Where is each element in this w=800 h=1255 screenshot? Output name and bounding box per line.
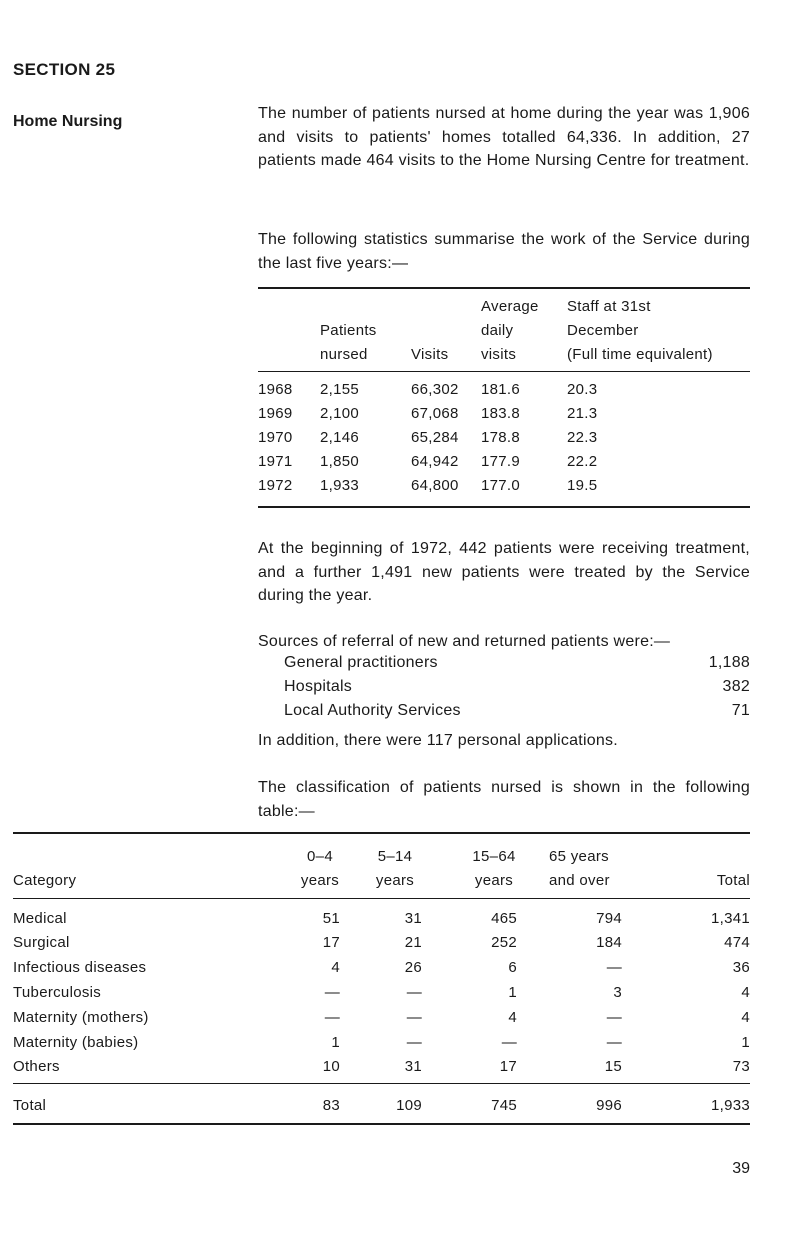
header-average-line1: Average	[481, 298, 539, 315]
cell-total: 4	[741, 1009, 750, 1026]
header-patients-line2: nursed	[320, 346, 368, 363]
page-number: 39	[732, 1160, 750, 1177]
cell-patients: 1,933	[320, 477, 360, 494]
cell-category: Maternity (babies)	[13, 1034, 139, 1051]
cell-year: 1969	[258, 405, 293, 422]
header-staff-line3: (Full time equivalent)	[567, 346, 713, 363]
cell-visits: 66,302	[411, 381, 459, 398]
cell-age-5-14: 26	[404, 959, 422, 976]
referral-label: Local Authority Services	[284, 702, 461, 719]
list-item	[284, 678, 750, 702]
cell-total: 36	[732, 959, 750, 976]
referral-value: 1,188	[708, 654, 750, 671]
cell-age-65-over: 996	[596, 1097, 622, 1114]
table-bottom-rule	[258, 506, 750, 508]
cell-age-15-64: 4	[508, 1009, 517, 1026]
cell-staff: 20.3	[567, 381, 598, 398]
cell-age-15-64: 6	[508, 959, 517, 976]
header-age-15-64-line1: 15–64	[472, 848, 516, 865]
cell-patients: 2,100	[320, 405, 360, 422]
header-age-5-14-line1: 5–14	[377, 848, 413, 865]
cell-category: Maternity (mothers)	[13, 1009, 149, 1026]
cell-age-0-4: 51	[322, 910, 340, 927]
cell-age-5-14: 21	[404, 934, 422, 951]
total-rule	[13, 1083, 750, 1084]
cell-year: 1971	[258, 453, 293, 470]
referral-value: 71	[731, 702, 750, 719]
header-age-65-line1: 65 years	[549, 848, 609, 865]
cell-staff: 21.3	[567, 405, 598, 422]
referral-label: Hospitals	[284, 678, 353, 695]
cell-total: 1	[741, 1034, 750, 1051]
header-age-0-4-line2: years	[300, 872, 340, 889]
table-top-rule	[13, 832, 750, 834]
referral-label: General practitioners	[284, 654, 438, 671]
cell-year: 1970	[258, 429, 293, 446]
cell-age-5-14: —	[406, 1034, 422, 1051]
table-bottom-rule	[13, 1123, 750, 1125]
cell-age-0-4: 10	[322, 1058, 340, 1075]
referral-intro-paragraph: Sources of referral of new and returned patients were:—	[258, 633, 671, 650]
cell-visits: 64,942	[411, 453, 459, 470]
cell-age-0-4: —	[324, 1009, 340, 1026]
list-item	[284, 702, 750, 726]
cell-age-5-14: —	[406, 1009, 422, 1026]
cell-age-65-over: 15	[604, 1058, 622, 1075]
referral-value: 382	[722, 678, 750, 695]
cell-age-0-4: 1	[331, 1034, 340, 1051]
stats-intro-paragraph: The following statistics summarise the work of the Service during the last five years:—	[258, 231, 750, 272]
cell-category: Tuberculosis	[13, 984, 102, 1001]
cell-age-65-over: 184	[596, 934, 622, 951]
header-category: Category	[13, 872, 77, 889]
cell-total: 474	[724, 934, 750, 951]
list-item	[284, 654, 750, 678]
cell-age-15-64: —	[501, 1034, 517, 1051]
cell-age-65-over: —	[606, 959, 622, 976]
cell-age-65-over: —	[606, 1009, 622, 1026]
side-heading: Home Nursing	[13, 113, 123, 130]
cell-age-5-14: 31	[404, 1058, 422, 1075]
header-total: Total	[716, 872, 750, 889]
cell-age-65-over: 3	[613, 984, 622, 1001]
cell-average: 177.0	[481, 477, 521, 494]
header-age-0-4-line1: 0–4	[307, 848, 333, 865]
cell-patients: 2,146	[320, 429, 360, 446]
cell-year: 1972	[258, 477, 293, 494]
cell-age-65-over: —	[606, 1034, 622, 1051]
cell-age-5-14: 109	[396, 1097, 422, 1114]
cell-age-5-14: 31	[404, 910, 422, 927]
cell-age-0-4: 83	[322, 1097, 340, 1114]
cell-category: Others	[13, 1058, 60, 1075]
cell-average: 181.6	[481, 381, 521, 398]
cell-age-5-14: —	[406, 984, 422, 1001]
header-patients-line1: Patients	[320, 322, 377, 339]
intro-paragraph: The number of patients nursed at home during the year was 1,906 and visits to patients' homes totalled 64,336. In addition, 27 patients made 464 visits to the Home Nursing Centre for treatment.	[258, 105, 750, 169]
cell-total: 1,341	[710, 910, 750, 927]
cell-category: Total	[13, 1097, 47, 1114]
cell-average: 178.8	[481, 429, 521, 446]
cell-staff: 22.3	[567, 429, 598, 446]
cell-age-15-64: 17	[499, 1058, 517, 1075]
table-top-rule	[258, 287, 750, 289]
cell-age-15-64: 465	[491, 910, 517, 927]
cell-age-15-64: 745	[491, 1097, 517, 1114]
cell-staff: 22.2	[567, 453, 598, 470]
cell-average: 183.8	[481, 405, 521, 422]
cell-age-15-64: 252	[491, 934, 517, 951]
cell-average: 177.9	[481, 453, 521, 470]
cell-patients: 2,155	[320, 381, 360, 398]
header-average-line3: visits	[481, 346, 517, 363]
cell-category: Surgical	[13, 934, 70, 951]
cell-visits: 67,068	[411, 405, 459, 422]
cell-age-15-64: 1	[508, 984, 517, 1001]
cell-visits: 65,284	[411, 429, 459, 446]
classification-intro-paragraph: The classification of patients nursed is shown in the following table:—	[258, 779, 750, 820]
cell-category: Medical	[13, 910, 67, 927]
header-age-65-line2: and over	[549, 872, 610, 889]
header-age-5-14-line2: years	[375, 872, 415, 889]
cell-category: Infectious diseases	[13, 959, 147, 976]
beginning-year-paragraph: At the beginning of 1972, 442 patients were receiving treatment, and a further 1,491 new patients were treated by the Service during the year.	[258, 540, 750, 604]
cell-age-0-4: 4	[331, 959, 340, 976]
cell-visits: 64,800	[411, 477, 459, 494]
cell-year: 1968	[258, 381, 293, 398]
cell-age-0-4: 17	[322, 934, 340, 951]
header-average-line2: daily	[481, 322, 514, 339]
cell-total: 4	[741, 984, 750, 1001]
header-staff-line2: December	[567, 322, 639, 339]
header-visits: Visits	[411, 346, 449, 363]
personal-applications-paragraph: In addition, there were 117 personal applications.	[258, 732, 618, 749]
cell-patients: 1,850	[320, 453, 360, 470]
section-title: SECTION 25	[13, 60, 116, 79]
cell-age-0-4: —	[324, 984, 340, 1001]
header-age-15-64-line2: years	[474, 872, 514, 889]
header-staff-line1: Staff at 31st	[567, 298, 651, 315]
cell-age-65-over: 794	[596, 910, 622, 927]
cell-total: 1,933	[710, 1097, 750, 1114]
header-rule	[13, 898, 750, 899]
cell-total: 73	[732, 1058, 750, 1075]
header-rule	[258, 371, 750, 372]
cell-staff: 19.5	[567, 477, 598, 494]
